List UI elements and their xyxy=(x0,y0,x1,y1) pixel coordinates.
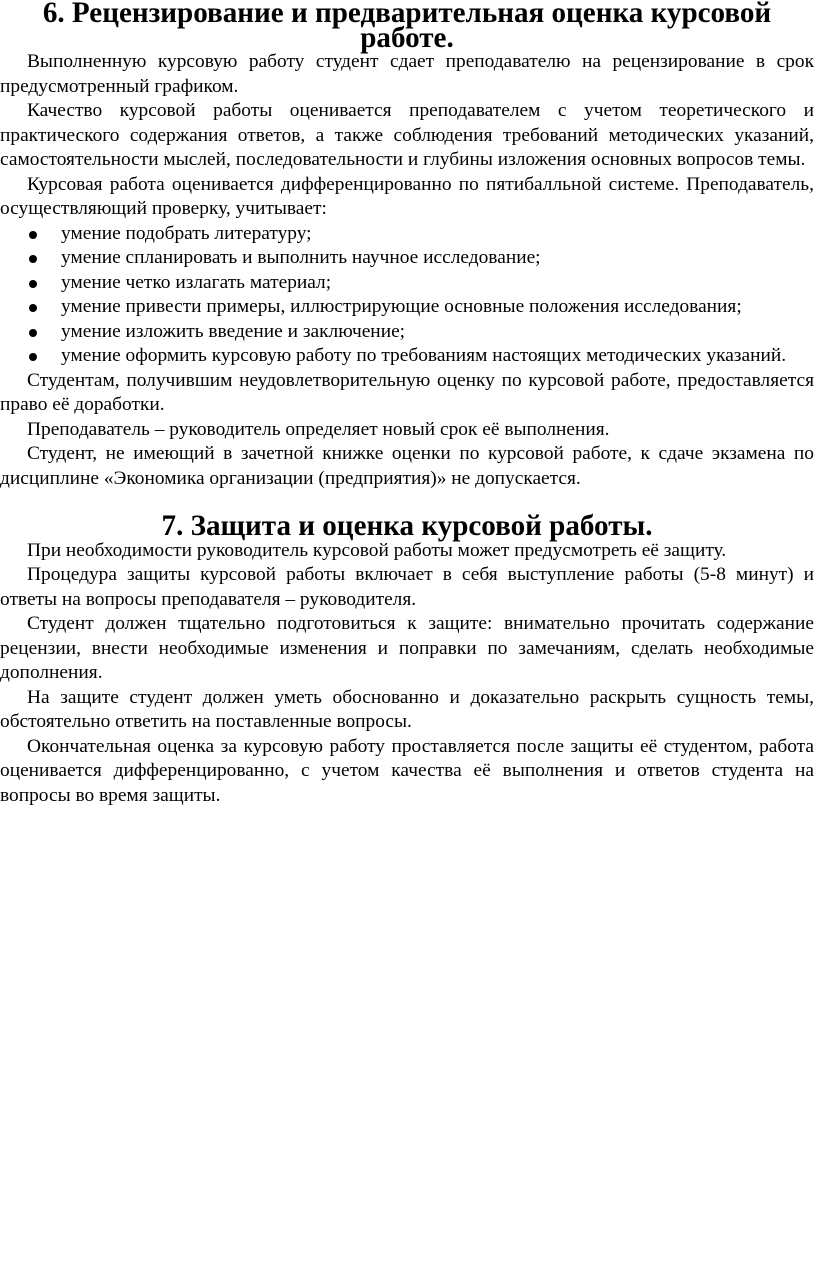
criteria-list xyxy=(0,222,814,369)
document-content xyxy=(0,1,814,808)
list-item xyxy=(0,295,814,320)
section-6-paragraph: Курсовая работа оценивается дифференцированно по пятибалльной системе. Преподаватель, осуществляющий проверку, учитывает: xyxy=(0,173,814,219)
list-item-text: умение спланировать и выполнить научное исследование; xyxy=(61,247,541,268)
section-7-paragraph: Процедура защиты курсовой работы включает в себя выступление работы (5-8 минут) и ответы на вопросы преподавателя – руководителя. xyxy=(0,564,814,610)
bullet-icon xyxy=(29,353,37,361)
list-item-text: умение подобрать литературу; xyxy=(61,222,312,244)
section-7-paragraph: На защите студент должен уметь обоснованно и доказательно раскрыть сущность темы, обстоятельно ответить на поставленные вопросы. xyxy=(0,686,814,732)
section-7-heading: 7. Защита и оценка курсовой работы. xyxy=(161,510,653,542)
section-6-paragraph: Преподаватель – руководитель определяет новый срок её выполнения. xyxy=(27,418,610,440)
list-item-text: умение оформить курсовую работу по требованиям настоящих методических указаний. xyxy=(61,345,787,366)
section-6-paragraph: Выполненную курсовую работу студент сдает преподавателю на рецензирование в срок предусмотренный графиком. xyxy=(0,51,814,97)
section-6-paragraph: Студентам, получившим неудовлетворительную оценку по курсовой работе, предоставляется право её доработки. xyxy=(0,369,814,415)
bullet-icon xyxy=(29,255,37,263)
list-item-text: умение привести примеры, иллюстрирующие основные положения исследования; xyxy=(61,296,742,317)
section-7-paragraph: Окончательная оценка за курсовую работу проставляется после защиты её студентом, работа оценивается дифференцированно, с учетом качества её выполнения и ответов студента на вопросы во время защиты. xyxy=(0,735,814,806)
section-6-heading: 6. Рецензирование и предварительная оценка курсовой работе. xyxy=(42,0,772,54)
section-7-paragraph: При необходимости руководитель курсовой работы может предусмотреть её защиту. xyxy=(27,539,727,561)
list-item xyxy=(0,344,814,369)
list-item xyxy=(0,222,814,247)
list-item-text: умение изложить введение и заключение; xyxy=(61,320,406,342)
list-item xyxy=(0,271,814,296)
bullet-icon xyxy=(29,231,37,239)
bullet-icon xyxy=(29,304,37,312)
bullet-icon xyxy=(29,280,37,288)
list-item xyxy=(0,320,814,345)
bullet-icon xyxy=(29,329,37,337)
section-6-paragraph: Качество курсовой работы оценивается преподавателем с учетом теоретического и практического содержания ответов, а также соблюдения требований методических указаний, самостоятельности мыслей, последовательности и глубины изложения основных вопросов темы. xyxy=(0,100,814,170)
section-6-paragraph: Студент, не имеющий в зачетной книжке оценки по курсовой работе, к сдаче экзамена по дисциплине «Экономика организации (предприятия)» не допускается. xyxy=(0,443,814,489)
list-item xyxy=(0,246,814,271)
list-item-text: умение четко излагать материал; xyxy=(61,271,332,293)
section-7-paragraph: Студент должен тщательно подготовиться к защите: внимательно прочитать содержание рецензии, внести необходимые изменения и поправки по замечаниям, сделать необходимые дополнения. xyxy=(0,613,814,683)
